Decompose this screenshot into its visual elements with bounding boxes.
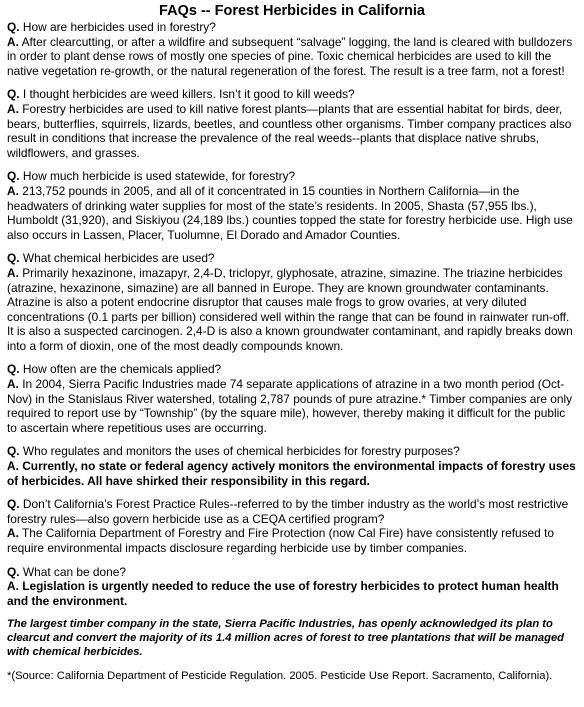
question bbox=[7, 87, 577, 102]
question-text: I thought herbicides are weed killers. Isn’t it good to kill weeds? bbox=[22, 87, 355, 102]
answer-text: Legislation is urgently needed to reduce the use of forestry herbicides to protect human health and the environment. bbox=[7, 579, 559, 608]
closing-statement: The largest timber company in the state, Sierra Pacific Industries, has openly acknowledged its plan to clearcut and convert the majority of its 1.4 million acres of forest to tree plantations that will be managed with chemical herbicides. bbox=[7, 618, 565, 659]
question bbox=[7, 362, 577, 377]
answer-text: Currently, no state or federal agency actively monitors the environmental impacts of forestry uses of herbicides. All have shirked their responsibility in this regard. bbox=[7, 459, 576, 488]
answer-text: The California Department of Forestry and Fire Protection (now Cal Fire) have consistently refused to require environmental impacts disclosure regarding herbicide use by timber companies. bbox=[7, 526, 555, 555]
question-text: What can be done? bbox=[22, 564, 127, 579]
answer bbox=[7, 35, 577, 79]
faq-item-1 bbox=[7, 20, 577, 78]
answer bbox=[7, 459, 577, 488]
faq-item-4 bbox=[7, 251, 577, 353]
answer-marker: A. bbox=[7, 183, 19, 198]
faq-item-6 bbox=[7, 444, 577, 488]
question bbox=[7, 444, 577, 459]
answer bbox=[7, 579, 577, 608]
question-marker: Q. bbox=[7, 564, 20, 579]
answer-marker: A. bbox=[7, 459, 19, 474]
question-text: What chemical herbicides are used? bbox=[22, 251, 215, 266]
question bbox=[7, 169, 577, 184]
faq-item-5 bbox=[7, 362, 577, 435]
question bbox=[7, 497, 577, 526]
answer bbox=[7, 184, 577, 242]
faq-item-7 bbox=[7, 497, 577, 555]
question-marker: Q. bbox=[7, 20, 20, 34]
answer-text: After clearcutting, or after a wildfire and subsequent “salvage” logging, the land is cleared with bulldozers in order to plant dense rows of mostly one species of pine. Toxic chemical herbicides are used to kill the native vegetation re-growth, or the natural regeneration of the forest. The result is a tree farm, not a forest! bbox=[7, 34, 573, 78]
question-text: How are herbicides used in forestry? bbox=[22, 20, 216, 34]
question-marker: Q. bbox=[7, 444, 20, 459]
source-citation: *(Source: California Department of Pesticide Regulation. 2005. Pesticide Use Report. Sacramento, California). bbox=[7, 670, 553, 683]
answer-text: Forestry herbicides are used to kill native forest plants—plants that are essential habitat for birds, deer, bears, butterflies, squirrels, lizards, beetles, and countless other organisms. Timber company practices also result in conditions that increase the prevalence of the real weeds--plants that displace native shrubs, wildflowers, and grasses. bbox=[7, 101, 572, 160]
question-text: How much herbicide is used statewide, for forestry? bbox=[22, 169, 296, 184]
faq-item-8 bbox=[7, 565, 577, 609]
question-text: How often are the chemicals applied? bbox=[22, 362, 222, 377]
question bbox=[7, 20, 577, 35]
page-title: FAQs -- Forest Herbicides in California bbox=[159, 3, 425, 19]
answer-text: In 2004, Sierra Pacific Industries made 74 separate applications of atrazine in a two month period (Oct-Nov) in the Stanislaus River watershed, totaling 2,787 pounds of pure atrazine.* Timber companies are only required to report use by “Township” (by the square mile), however, thereby making it difficult for the public to ascertain where repetitious uses are occurring. bbox=[7, 377, 573, 435]
answer-marker: A. bbox=[7, 101, 19, 116]
answer-marker: A. bbox=[7, 265, 19, 280]
question-marker: Q. bbox=[7, 497, 20, 512]
answer bbox=[7, 526, 577, 555]
answer-marker: A. bbox=[7, 34, 19, 49]
answer bbox=[7, 377, 577, 435]
answer-marker: A. bbox=[7, 377, 19, 392]
faq-item-3 bbox=[7, 169, 577, 242]
question-marker: Q. bbox=[7, 362, 20, 377]
question-text: Don’t California’s Forest Practice Rules--referred to by the timber industry as the world’s most restrictive forestry rules—also govern herbicide use as a CEQA certified program? bbox=[7, 497, 569, 526]
question-marker: Q. bbox=[7, 251, 20, 266]
answer bbox=[7, 102, 577, 160]
answer-marker: A. bbox=[7, 579, 19, 594]
question bbox=[7, 251, 577, 266]
question-text: Who regulates and monitors the uses of chemical herbicides for forestry purposes? bbox=[22, 444, 460, 459]
answer-text: Primarily hexazinone, imazapyr, 2,4-D, triclopyr, glyphosate, atrazine, simazine. The triazine herbicides (atrazine, hexazinone, simazine) are all banned in Europe. They are known groundwater contaminants. Atrazine is also a potent endocrine disruptor that causes male frogs to grow ovaries, at very diluted concentrations (0.1 parts per billion) considered well within the range that can be found in rainwater run-off. It is also a suspected carcinogen. 2,4-D is also a known groundwater contaminant, and rapidly breaks down into a form of dioxin, one of the most deadly compounds known. bbox=[7, 265, 573, 353]
faq-item-2 bbox=[7, 87, 577, 160]
question-marker: Q. bbox=[7, 87, 20, 102]
answer bbox=[7, 266, 577, 354]
answer-text: 213,752 pounds in 2005, and all of it concentrated in 15 counties in Northern California—in the headwaters of drinking water supplies for most of the state’s residents. In 2005, Shasta (57,955 lbs.), Humboldt (31,920), and Siskiyou (24,189 lbs.) counties topped the state for forestry herbicide use. High use also occurs in Lassen, Placer, Tuolumne, El Dorado and Amador Counties. bbox=[7, 183, 573, 242]
answer-marker: A. bbox=[7, 526, 19, 541]
question bbox=[7, 565, 577, 580]
question-marker: Q. bbox=[7, 169, 20, 184]
